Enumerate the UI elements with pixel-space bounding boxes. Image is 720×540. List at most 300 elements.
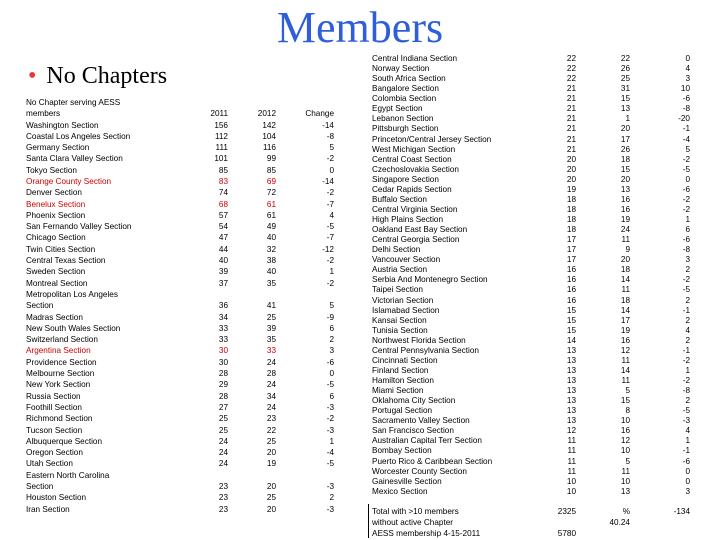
table-cell: 33	[266, 346, 276, 356]
table-cell: -8	[326, 131, 334, 141]
table-cell: 85	[266, 165, 276, 175]
table-cell: -2	[682, 376, 690, 385]
table-cell: Oakland East Bay Section	[372, 225, 468, 235]
table-cell: Central Texas Section	[26, 256, 106, 266]
table-cell: Eastern North Carolina	[26, 470, 110, 480]
table-cell: 28	[266, 369, 276, 379]
table-cell: Colombia Section	[372, 94, 437, 104]
table-cell: 18	[566, 194, 576, 204]
table-cell: 16	[620, 204, 630, 214]
table-cell: 13	[566, 396, 576, 406]
table-cell: 16	[566, 295, 576, 305]
table-cell: 17	[620, 315, 630, 325]
bullet-dot-icon: •	[28, 63, 37, 89]
table-cell: 20	[266, 504, 276, 514]
table-cell: West Michigan Section	[372, 144, 456, 154]
table-cell: 9	[625, 245, 630, 255]
table-cell: 33	[218, 323, 228, 333]
table-cell: 21	[566, 104, 576, 114]
table-cell: 11	[567, 436, 576, 446]
table-cell: -2	[682, 275, 690, 285]
footer-line: Total with >10 members	[372, 507, 459, 516]
bullet-text: No Chapters	[46, 63, 168, 89]
table-cell: Egypt Section	[372, 104, 423, 114]
table-cell: 14	[620, 365, 630, 375]
table-cell: Finland Section	[372, 365, 429, 375]
table-cell: Santa Clara Valley Section	[26, 154, 123, 164]
table-cell: 142	[262, 120, 276, 130]
table-cell: 10	[680, 84, 690, 94]
table-cell: Portugal Section	[372, 406, 433, 416]
table-cell: 6	[329, 323, 334, 333]
table-cell: 12	[566, 426, 576, 436]
table-cell: Foothill Section	[26, 402, 82, 412]
table-cell: Kansai Section	[372, 315, 427, 325]
table-cell: 14	[620, 275, 630, 285]
table-cell: Mexico Section	[372, 486, 428, 496]
table-cell: Islamabad Section	[372, 305, 440, 315]
table-cell: 13	[566, 416, 576, 426]
table-cell: Oregon Section	[26, 448, 83, 458]
table-cell: 34	[266, 391, 276, 401]
table-cell: 156	[214, 120, 228, 130]
table-cell: 10	[566, 476, 576, 486]
table-cell: Coastal Los Angeles Section	[26, 131, 131, 141]
footer-total: 2325	[557, 507, 576, 516]
footer-percent-symbol: %	[622, 507, 630, 516]
table-cell: Cincinnati Section	[372, 355, 438, 365]
table-cell: 3	[685, 486, 690, 496]
table-cell	[190, 289, 228, 300]
table-cell: Tunisia Section	[372, 325, 428, 335]
table-cell: 11	[567, 466, 576, 476]
table-cell: Singapore Section	[372, 174, 439, 184]
table-cell: 21	[566, 124, 576, 134]
table-cell: -5	[326, 459, 334, 469]
table-cell: 116	[262, 143, 276, 153]
table-cell: -3	[326, 504, 334, 514]
table-cell: 11	[621, 285, 630, 295]
table-cell: 20	[620, 124, 630, 134]
table-cell: -6	[682, 456, 690, 466]
table-cell: 5	[329, 143, 334, 153]
table-cell: Russia Section	[26, 391, 81, 401]
table-cell: 11	[621, 466, 630, 476]
table-cell: 21	[566, 144, 576, 154]
table-cell: 2	[329, 493, 334, 503]
table-cell: 27	[218, 402, 228, 412]
left-header-line: members	[26, 109, 61, 119]
table-cell: 14	[566, 335, 576, 345]
left-change-column	[290, 120, 334, 515]
table-cell: 0	[685, 466, 690, 476]
table-cell: 40	[266, 267, 276, 277]
table-cell: New South Wales Section	[26, 323, 121, 333]
table-cell: 25	[266, 312, 276, 322]
table-cell: 26	[620, 144, 630, 154]
table-cell: Victorian Section	[372, 295, 434, 305]
table-cell: 15	[620, 164, 630, 174]
table-cell: 21	[566, 134, 576, 144]
table-cell: 1	[685, 215, 690, 224]
table-cell: 17	[566, 245, 576, 255]
table-cell: 23	[218, 504, 228, 514]
table-cell: Bangalore Section	[372, 84, 439, 94]
table-cell: 22	[566, 54, 576, 63]
table-cell: 34	[218, 312, 228, 322]
table-cell: Taipei Section	[372, 285, 423, 295]
table-cell: 104	[262, 131, 276, 141]
table-cell: 16	[566, 275, 576, 285]
table-cell: -4	[326, 448, 334, 458]
table-cell: -5	[682, 285, 690, 295]
table-cell: 22	[266, 425, 276, 435]
table-cell: 23	[218, 493, 228, 503]
table-cell: -8	[682, 104, 690, 114]
table-cell: 41	[266, 301, 276, 311]
table-cell: 25	[218, 425, 228, 435]
table-cell: 33	[218, 335, 228, 345]
table-cell: 15	[566, 305, 576, 315]
table-cell: 20	[566, 154, 576, 164]
table-cell: High Plains Section	[372, 215, 443, 224]
table-cell: 3	[685, 255, 690, 265]
table-cell: 83	[218, 176, 228, 186]
table-cell: Sweden Section	[26, 267, 86, 277]
table-cell: Providence Section	[26, 357, 97, 367]
table-cell: 24	[266, 380, 276, 390]
table-cell	[190, 470, 228, 481]
table-cell: 2	[329, 335, 334, 345]
table-cell: 32	[266, 244, 276, 254]
table-cell	[238, 289, 276, 300]
table-cell: Czechoslovakia Section	[372, 164, 459, 174]
table-cell: 15	[566, 325, 576, 335]
table-cell: 24	[620, 225, 630, 235]
table-cell: 6	[685, 225, 690, 235]
right-change-column	[660, 54, 690, 497]
table-cell: -6	[682, 235, 690, 245]
table-cell: South Africa Section	[372, 74, 446, 84]
table-cell: 19	[620, 325, 630, 335]
table-cell: Phoenix Section	[26, 210, 86, 220]
table-cell: 13	[620, 184, 630, 194]
table-cell: Princeton/Central Jersey Section	[372, 134, 492, 144]
table-cell: -2	[682, 194, 690, 204]
table-cell: 13	[620, 486, 630, 496]
table-cell: Buffalo Section	[372, 194, 427, 204]
table-cell: 54	[218, 222, 228, 232]
table-cell: 0	[685, 174, 690, 184]
table-cell: 25	[266, 436, 276, 446]
table-cell: 40	[218, 256, 228, 266]
table-cell: -6	[682, 94, 690, 104]
table-cell: Denver Section	[26, 188, 82, 198]
table-cell: -2	[682, 204, 690, 214]
table-cell: Germany Section	[26, 143, 90, 153]
table-cell: 1	[685, 436, 690, 446]
table-cell: 74	[218, 188, 228, 198]
table-cell: 24	[218, 448, 228, 458]
footer-change: -134	[673, 507, 690, 516]
table-cell: Central Georgia Section	[372, 235, 460, 245]
table-cell: 49	[266, 222, 276, 232]
table-cell	[290, 289, 334, 300]
table-cell: 25	[266, 493, 276, 503]
table-cell: 12	[620, 345, 630, 355]
table-cell: 72	[266, 188, 276, 198]
table-cell: 17	[620, 134, 630, 144]
table-cell: -6	[682, 184, 690, 194]
table-cell: 18	[620, 265, 630, 275]
table-cell: 21	[566, 114, 576, 124]
table-cell: Pittsburgh Section	[372, 124, 439, 134]
col-header-2011: 2011	[210, 109, 228, 118]
table-cell: -3	[682, 416, 690, 426]
table-cell: -2	[682, 154, 690, 164]
table-cell: 17	[566, 235, 576, 245]
table-cell: 19	[566, 184, 576, 194]
page-title: Members	[276, 3, 444, 52]
table-cell: Worcester County Section	[372, 466, 467, 476]
table-cell: Metropolitan Los Angeles	[26, 289, 118, 299]
table-cell: 3	[329, 346, 334, 356]
table-cell: 13	[566, 355, 576, 365]
table-cell: 18	[566, 215, 576, 224]
table-cell: Section	[26, 482, 54, 491]
footer-line: AESS membership 4-15-2011	[372, 529, 481, 538]
left-header-label	[26, 97, 120, 120]
table-cell: Melbourne Section	[26, 369, 95, 379]
table-cell: Hamilton Section	[372, 376, 434, 385]
table-cell: 30	[218, 357, 228, 367]
table-cell: Switzerland Section	[26, 335, 98, 345]
table-cell: 23	[266, 414, 276, 424]
table-cell: -5	[682, 164, 690, 174]
table-cell: Australian Capital Terr Section	[372, 436, 482, 446]
table-cell: -7	[326, 233, 334, 243]
table-cell: Orange County Section	[26, 176, 112, 186]
table-cell: 24	[266, 357, 276, 367]
table-cell: 3	[685, 74, 690, 84]
footer-percent: 40.24	[609, 518, 630, 527]
table-cell: Argentina Section	[26, 346, 91, 356]
table-cell: Houston Section	[26, 493, 87, 503]
left-2011-column	[190, 120, 228, 515]
table-cell: -2	[326, 256, 334, 266]
table-cell: Sacramento Valley Section	[372, 416, 470, 426]
table-cell: -5	[326, 222, 334, 232]
table-cell: 26	[620, 64, 630, 74]
table-cell: Central Indiana Section	[372, 54, 458, 63]
table-cell: Montreal Section	[26, 278, 88, 288]
table-cell: 10	[620, 416, 630, 426]
table-cell: San Francisco Section	[372, 426, 454, 436]
col-header-2012: 2012	[257, 109, 276, 118]
table-cell: San Fernando Valley Section	[26, 222, 132, 232]
table-cell: 15	[620, 396, 630, 406]
table-cell: 22	[620, 54, 630, 63]
table-cell: 11	[567, 456, 576, 466]
table-cell: Serbia And Montenegro Section	[372, 275, 488, 285]
table-cell: -3	[326, 482, 334, 491]
table-cell: Washington Section	[26, 120, 99, 130]
table-cell: 25	[620, 74, 630, 84]
table-cell: -9	[326, 312, 334, 322]
table-cell: -6	[326, 357, 334, 367]
table-cell: 18	[566, 204, 576, 214]
table-cell: 11	[621, 376, 630, 385]
col-header-change: Change	[305, 109, 334, 118]
table-cell: 20	[266, 482, 276, 491]
table-cell: Delhi Section	[372, 245, 421, 255]
table-cell: Benelux Section	[26, 199, 86, 209]
table-cell: 18	[620, 154, 630, 164]
table-cell: 0	[685, 476, 690, 486]
table-cell: Tucson Section	[26, 425, 83, 435]
right-2012-column	[594, 54, 630, 497]
table-cell: 29	[218, 380, 228, 390]
table-cell: 13	[620, 104, 630, 114]
table-cell: 68	[218, 199, 228, 209]
table-cell: 6	[329, 391, 334, 401]
table-cell: 38	[266, 256, 276, 266]
table-cell: 11	[621, 235, 630, 245]
footer-line: without active Chapter	[372, 518, 454, 527]
table-cell: 19	[266, 459, 276, 469]
table-cell: 4	[685, 325, 690, 335]
footer-labels	[372, 506, 480, 539]
table-cell: 31	[620, 84, 630, 94]
table-cell: 20	[566, 164, 576, 174]
table-cell: 20	[566, 174, 576, 184]
table-cell: 69	[266, 176, 276, 186]
table-cell: Austria Section	[372, 265, 428, 275]
table-cell: 5	[329, 301, 334, 311]
table-cell: 0	[329, 369, 334, 379]
table-cell: Twin Cities Section	[26, 244, 96, 254]
table-cell: -1	[682, 305, 690, 315]
table-cell: Tokyo Section	[26, 165, 77, 175]
table-cell: -1	[682, 345, 690, 355]
table-cell: 20	[266, 448, 276, 458]
table-cell: -5	[682, 406, 690, 416]
table-cell: 24	[266, 402, 276, 412]
table-cell: 12	[620, 436, 630, 446]
table-cell: Chicago Section	[26, 233, 86, 243]
table-cell: 10	[620, 446, 630, 456]
table-cell: 5	[625, 456, 630, 466]
table-cell: 39	[218, 267, 228, 277]
table-cell: Section	[26, 301, 54, 311]
table-cell: Iran Section	[26, 504, 70, 514]
table-cell: 85	[218, 165, 228, 175]
table-cell: 13	[566, 345, 576, 355]
table-cell: 19	[620, 215, 630, 224]
table-cell: -8	[682, 245, 690, 255]
table-cell: Norway Section	[372, 64, 430, 74]
table-cell: 2	[685, 396, 690, 406]
table-cell: Utah Section	[26, 459, 73, 469]
table-cell: Gainesville Section	[372, 476, 442, 486]
table-cell: 2	[685, 295, 690, 305]
table-cell: 15	[566, 315, 576, 325]
table-cell: 1	[625, 114, 630, 124]
table-cell: -8	[682, 386, 690, 396]
table-cell: Lebanon Section	[372, 114, 434, 124]
table-cell: -12	[322, 244, 334, 254]
table-cell: 61	[266, 210, 276, 220]
table-cell: 13	[566, 376, 576, 385]
table-cell: -20	[678, 114, 690, 124]
table-cell	[290, 470, 334, 481]
table-cell: 39	[266, 323, 276, 333]
table-cell: 24	[218, 459, 228, 469]
table-cell: 23	[218, 482, 228, 491]
table-cell: 13	[566, 386, 576, 396]
right-2011-column	[540, 54, 576, 497]
left-header-line: No Chapter serving AESS	[26, 98, 121, 107]
table-cell: -2	[326, 414, 334, 424]
table-cell: -2	[326, 278, 334, 288]
table-cell: -2	[326, 154, 334, 164]
table-cell: -5	[326, 380, 334, 390]
table-cell: Madras Section	[26, 312, 83, 322]
table-cell: Richmond Section	[26, 414, 93, 424]
table-cell: Bombay Section	[372, 446, 432, 456]
table-cell: 5	[625, 386, 630, 396]
table-cell: 1	[685, 365, 690, 375]
table-cell: 22	[566, 74, 576, 84]
table-cell: New York Section	[26, 380, 91, 390]
table-cell: 4	[329, 210, 334, 220]
table-cell: 40	[266, 233, 276, 243]
table-cell: 37	[218, 278, 228, 288]
bullet-no-chapters	[28, 62, 167, 90]
table-cell: 18	[620, 295, 630, 305]
table-cell: 2	[685, 265, 690, 275]
table-cell: 112	[214, 131, 228, 141]
table-cell: -7	[326, 199, 334, 209]
table-cell: 2	[685, 315, 690, 325]
table-cell: 10	[566, 486, 576, 496]
left-2012-column	[238, 120, 276, 515]
table-cell: Central Coast Section	[372, 154, 452, 164]
table-cell: 16	[620, 194, 630, 204]
table-cell: 21	[566, 94, 576, 104]
table-cell: 14	[620, 305, 630, 315]
table-cell: 47	[218, 233, 228, 243]
table-cell: 36	[218, 301, 228, 311]
table-cell: 28	[218, 369, 228, 379]
table-cell: Vancouver Section	[372, 255, 441, 265]
left-names-column	[26, 120, 131, 515]
table-cell: 24	[218, 436, 228, 446]
table-cell: 0	[329, 165, 334, 175]
table-cell: 25	[218, 414, 228, 424]
table-cell: Albuquerque Section	[26, 436, 103, 446]
table-cell: 15	[620, 94, 630, 104]
footer-divider	[368, 504, 369, 538]
table-cell: 35	[266, 335, 276, 345]
table-cell: -2	[326, 188, 334, 198]
table-cell: 28	[218, 391, 228, 401]
table-cell: 22	[566, 64, 576, 74]
table-cell: 17	[566, 255, 576, 265]
table-cell: -2	[682, 355, 690, 365]
table-cell: -1	[682, 446, 690, 456]
table-cell: 61	[266, 199, 276, 209]
